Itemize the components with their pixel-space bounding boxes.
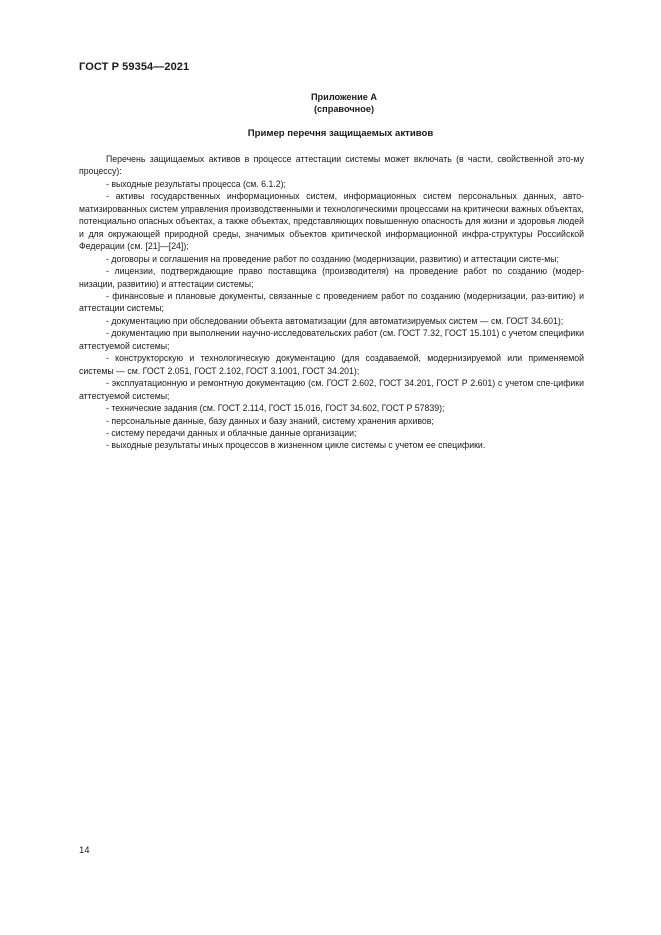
list-item: - документацию при обследовании объекта автоматизации (для автоматизируемых систем — см. ГОСТ 34.601); [106,315,564,326]
section-title: Пример перечня защищаемых активов [247,128,434,139]
document-header-standard-code: ГОСТ Р 59354—2021 [79,61,190,73]
list-item: - технические задания (см. ГОСТ 2.114, ГОСТ 15.016, ГОСТ 34.602, ГОСТ Р 57839); [106,403,445,414]
list-item: - документацию при выполнении научно-исследовательских работ (см. ГОСТ 7.32, ГОСТ 15.101) с учетом специфики аттестуемой системы; [79,328,584,351]
page-number: 14 [79,845,90,856]
intro-paragraph: Перечень защищаемых активов в процессе аттестации системы может включать (в части, свойственной это-му процессу): [79,154,584,177]
appendix-heading [0,91,661,115]
appendix-subtitle: (справочное) [313,104,374,114]
appendix-title: Приложение А [310,92,378,102]
list-item: - активы государственных информационных систем, информационных систем персональных данных, авто-матизированных систем управления производственными и технологическими процессами на критически важных объектах, потенциально опасных объектах, а также объектах, представляющих повышенную опасность для жизни и здоровья людей и для окружающей природной среды, значимых объектов критической информационной инфра-структуры Российской Федерации (см. [21]—[24]); [79,191,584,252]
list-item: - выходные результаты иных процессов в жизненном цикле системы с учетом ее специфики. [106,440,486,451]
list-item: - финансовые и плановые документы, связанные с проведением работ по созданию (модернизации, раз-витию) и аттестации системы; [79,290,584,314]
list-item: - эксплуатационную и ремонтную документацию (см. ГОСТ 2.602, ГОСТ 34.201, ГОСТ Р 2.601) с учетом спе-цифики аттестуемой системы; [79,378,584,401]
list-item: - договоры и соглашения на проведение работ по созданию (модернизации, развитию) и аттестации систе-мы; [106,253,559,264]
list-item: - выходные результаты процесса (см. 6.1.2); [106,178,286,189]
list-item: - лицензии, подтверждающие право поставщика (производителя) на проведение работ по созданию (модер-низации, развитию) и аттестации системы; [79,266,584,289]
document-body [79,153,584,452]
list-item: - конструкторскую и технологическую документацию (для создаваемой, модернизируемой или применяемой системы — см. ГОСТ 2.051, ГОСТ 2.102, ГОСТ 3.1001, ГОСТ 34.201); [79,353,584,376]
list-item: - систему передачи данных и облачные данные организации; [106,427,357,438]
list-item: - персональные данные, базу данных и базу знаний, систему хранения архивов; [106,415,434,426]
